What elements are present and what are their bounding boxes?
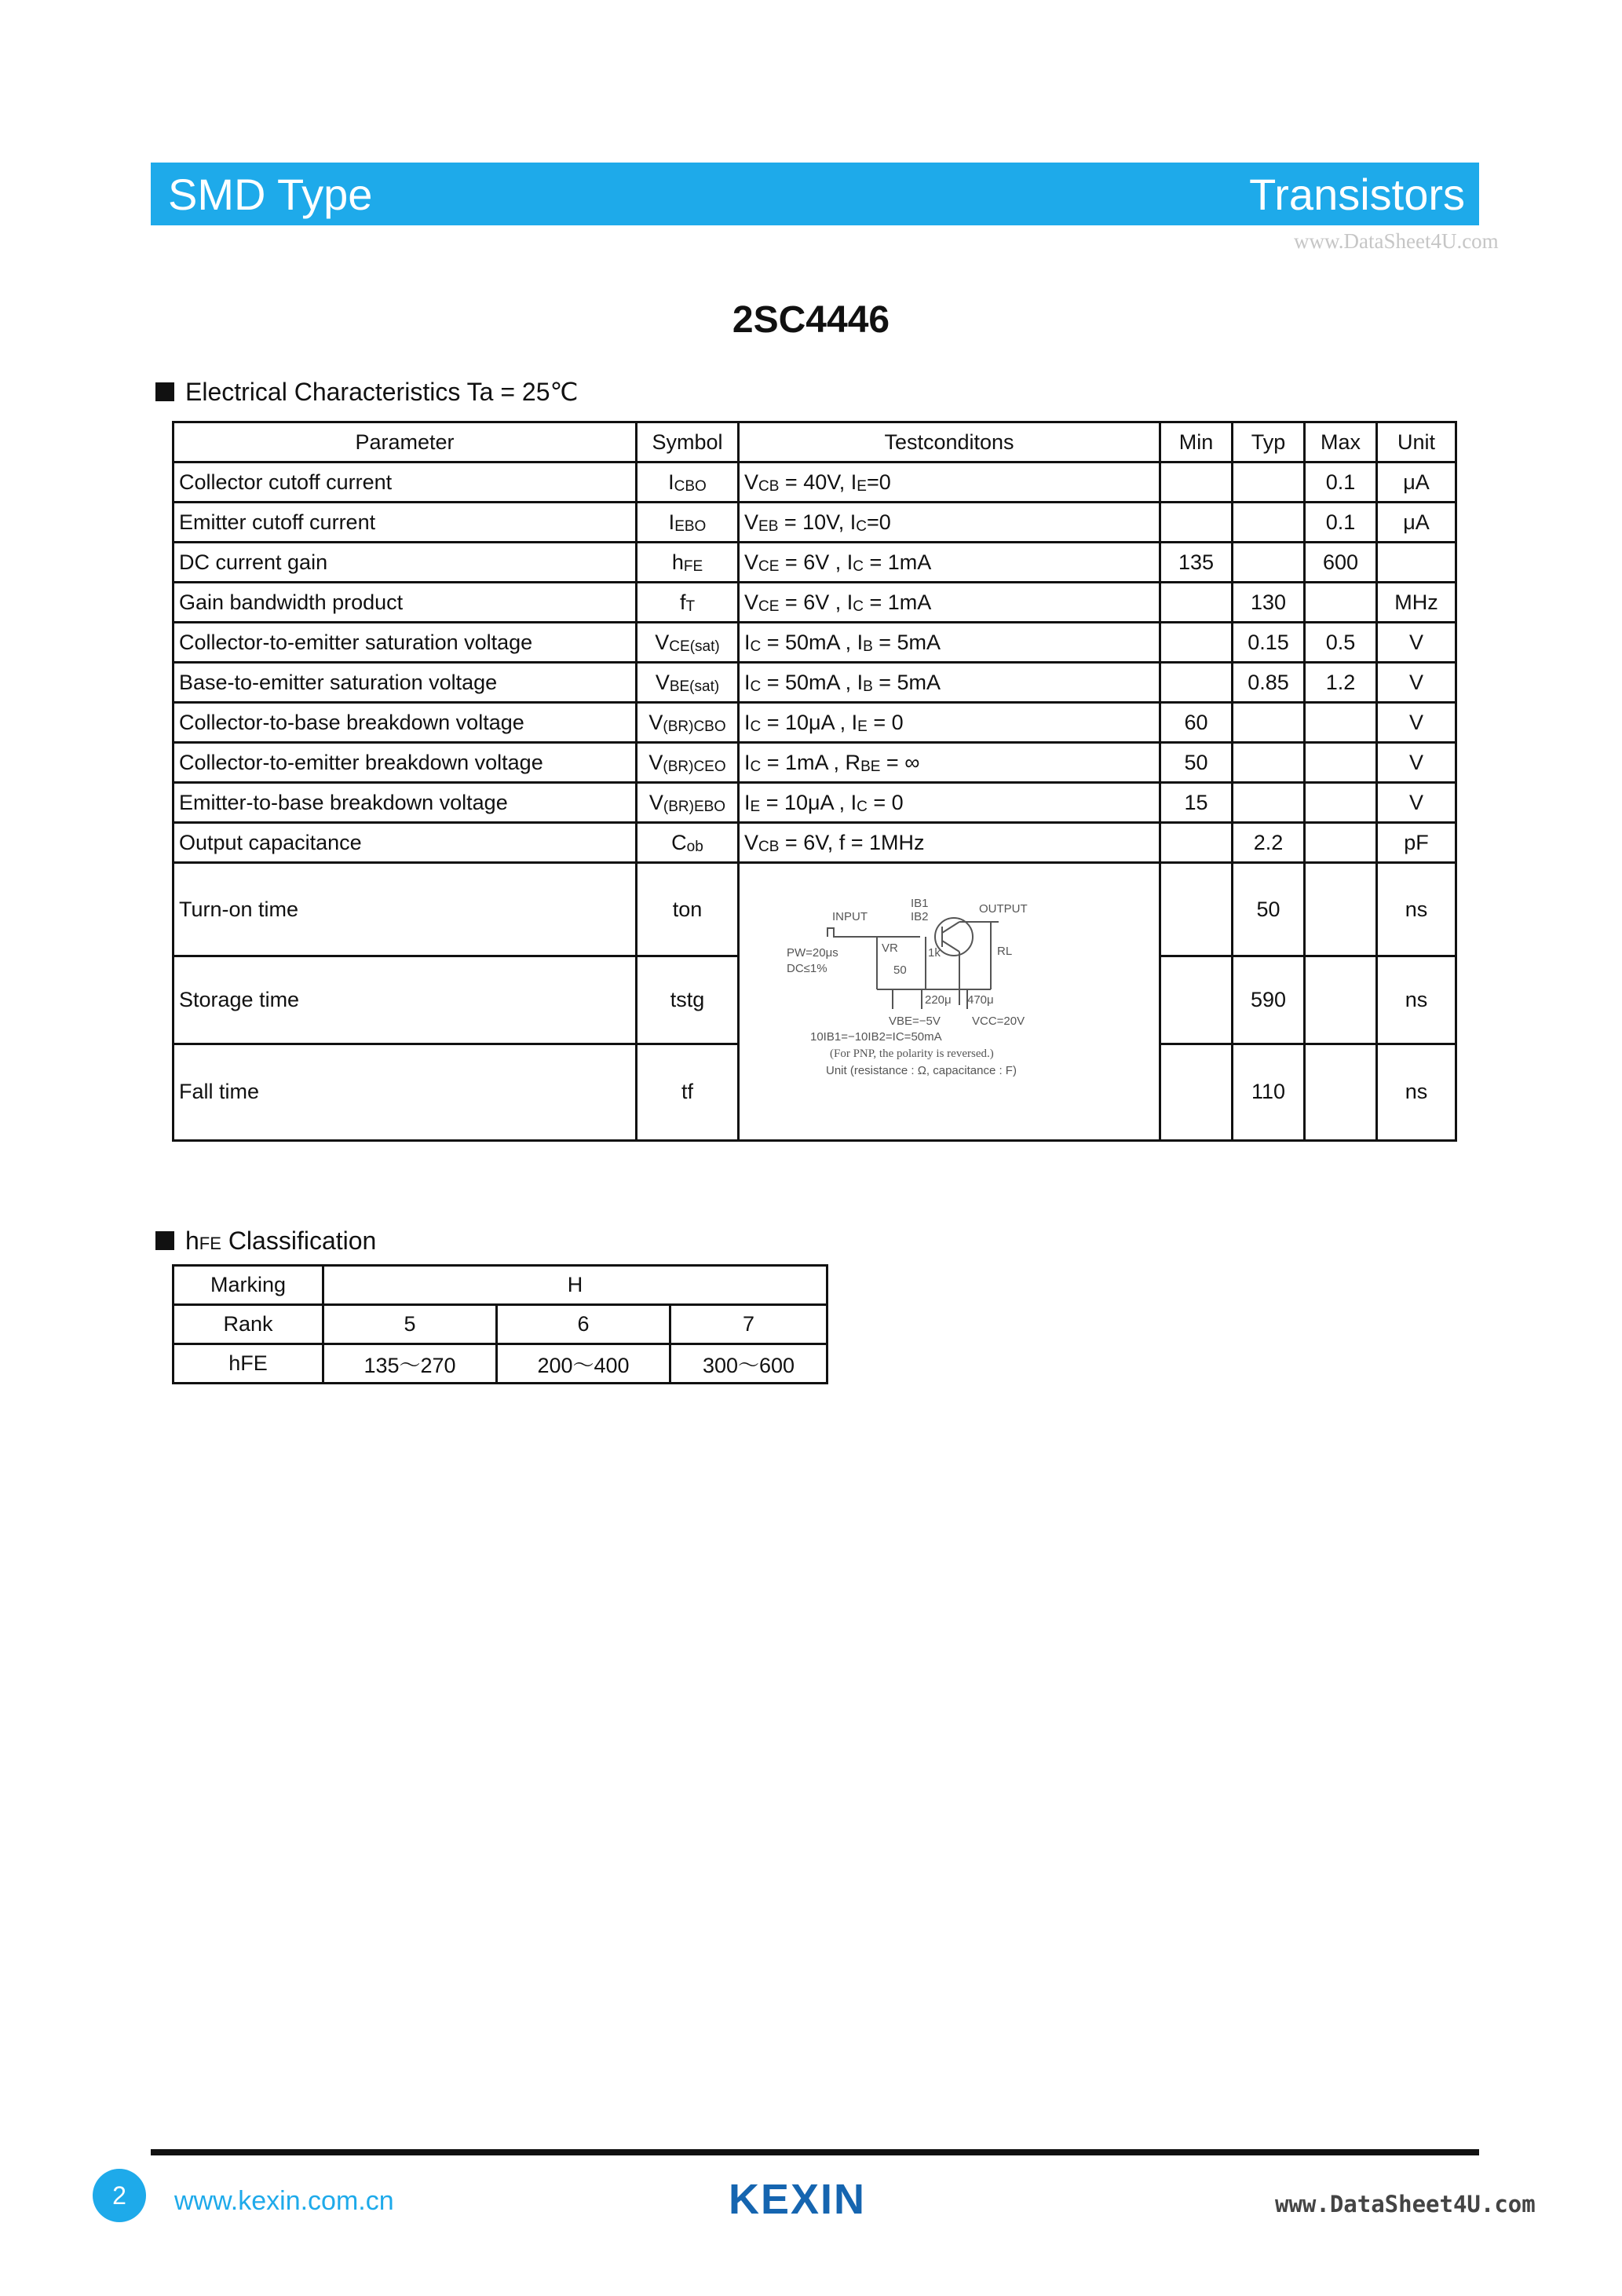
table-row	[174, 462, 1456, 503]
header-watermark: www.DataSheet4U.com	[1294, 229, 1499, 253]
test-condition-cell: VCB = 40V, IE=0	[739, 462, 1160, 503]
symbol-cell: V(BR)EBO	[637, 783, 739, 823]
test-condition-cell: VCE = 6V , IC = 1mA	[739, 583, 1160, 623]
hfe-range: 300〜600	[670, 1344, 827, 1384]
header-parameter: Parameter	[174, 422, 637, 462]
max-cell: 0.5	[1305, 623, 1377, 663]
param-cell: Emitter-to-base breakdown voltage	[174, 783, 637, 823]
circuit-rl-label: RL	[997, 945, 1013, 958]
typ-cell: 2.2	[1233, 823, 1305, 863]
circuit-output-label: OUTPUT	[979, 902, 1028, 916]
header-typ: Typ	[1233, 422, 1305, 462]
typ-cell: 130	[1233, 583, 1305, 623]
test-condition-cell: VEB = 10V, IC=0	[739, 503, 1160, 543]
min-cell	[1160, 503, 1233, 543]
max-cell	[1305, 743, 1377, 783]
param-cell: Collector cutoff current	[174, 462, 637, 503]
bullet-square-icon	[155, 1231, 174, 1250]
min-cell	[1160, 462, 1233, 503]
min-cell	[1160, 583, 1233, 623]
header-symbol: Symbol	[637, 422, 739, 462]
symbol-cell: hFE	[637, 543, 739, 583]
table-row	[174, 503, 1456, 543]
switching-test-circuit	[739, 863, 1160, 1141]
switch-unit: ns	[1377, 956, 1456, 1044]
switch-unit: ns	[1377, 863, 1456, 956]
bullet-square-icon	[155, 382, 174, 401]
circuit-c470-label: 470μ	[967, 993, 994, 1007]
pulse-symbol	[827, 928, 840, 937]
electrical-characteristics-table	[172, 421, 1457, 1142]
switch-param: Fall time	[174, 1044, 637, 1140]
table-row	[174, 623, 1456, 663]
symbol-cell: V(BR)CBO	[637, 703, 739, 743]
symbol-cell: VBE(sat)	[637, 663, 739, 703]
switching-circuit-diagram	[740, 864, 1160, 1139]
min-cell	[1160, 623, 1233, 663]
switch-min	[1160, 863, 1233, 956]
switch-unit: ns	[1377, 1044, 1456, 1140]
hfe-section-heading: hFE Classification	[155, 1227, 376, 1256]
hfe-range: 200〜400	[497, 1344, 670, 1384]
page-title: 2SC4446	[732, 299, 890, 341]
table-row	[174, 783, 1456, 823]
max-cell	[1305, 583, 1377, 623]
unit-cell: μA	[1377, 503, 1456, 543]
circuit-vr-label: VR	[882, 941, 898, 955]
test-condition-cell: VCB = 6V, f = 1MHz	[739, 823, 1160, 863]
circuit-input-label: INPUT	[832, 910, 868, 923]
circuit-ib1-label: IB1	[911, 897, 929, 910]
min-cell: 135	[1160, 543, 1233, 583]
param-cell: Output capacitance	[174, 823, 637, 863]
test-condition-cell: IC = 50mA , IB = 5mA	[739, 623, 1160, 663]
table-row	[174, 543, 1456, 583]
marking-label: Marking	[174, 1266, 323, 1305]
max-cell	[1305, 783, 1377, 823]
typ-cell: 0.15	[1233, 623, 1305, 663]
header-right-title: Transistors	[1249, 170, 1465, 219]
test-condition-cell: IC = 10μA , IE = 0	[739, 703, 1160, 743]
unit-cell: V	[1377, 783, 1456, 823]
header-max: Max	[1305, 422, 1377, 462]
kexin-logo	[729, 2177, 909, 2218]
table-header-row	[174, 422, 1456, 462]
min-cell	[1160, 663, 1233, 703]
circuit-units-label: Unit (resistance : Ω, capacitance : F)	[826, 1064, 1017, 1077]
header-min: Min	[1160, 422, 1233, 462]
typ-cell	[1233, 703, 1305, 743]
test-condition-cell: IE = 10μA , IC = 0	[739, 783, 1160, 823]
unit-cell: V	[1377, 623, 1456, 663]
switch-max	[1305, 863, 1377, 956]
symbol-cell: VCE(sat)	[637, 623, 739, 663]
switch-param: Turn-on time	[174, 863, 637, 956]
max-cell	[1305, 823, 1377, 863]
max-cell	[1305, 703, 1377, 743]
unit-cell	[1377, 543, 1456, 583]
circuit-vbe-label: VBE=−5V	[889, 1015, 941, 1028]
rank-value: 5	[323, 1305, 497, 1344]
circuit-dc-label: DC≤1%	[787, 962, 827, 975]
symbol-cell: Cob	[637, 823, 739, 863]
symbol-cell: ICBO	[637, 462, 739, 503]
switch-symbol: ton	[637, 863, 739, 956]
circuit-vcc-label: VCC=20V	[972, 1015, 1025, 1028]
symbol-cell: fT	[637, 583, 739, 623]
switch-symbol: tf	[637, 1044, 739, 1140]
param-cell: Base-to-emitter saturation voltage	[174, 663, 637, 703]
electrical-section-heading: Electrical Characteristics Ta = 25℃	[155, 377, 578, 407]
switch-min	[1160, 956, 1233, 1044]
max-cell: 0.1	[1305, 503, 1377, 543]
param-cell: Collector-to-base breakdown voltage	[174, 703, 637, 743]
footer-site-link[interactable]: www.kexin.com.cn	[174, 2186, 394, 2216]
max-cell: 0.1	[1305, 462, 1377, 503]
table-row	[174, 663, 1456, 703]
param-cell: Collector-to-emitter saturation voltage	[174, 623, 637, 663]
switch-param: Storage time	[174, 956, 637, 1044]
table-row	[174, 863, 1456, 956]
switch-min	[1160, 1044, 1233, 1140]
typ-cell	[1233, 543, 1305, 583]
unit-cell: μA	[1377, 462, 1456, 503]
typ-cell	[1233, 462, 1305, 503]
header-left-title: SMD Type	[168, 170, 373, 219]
table-row	[174, 1344, 827, 1384]
circuit-pw-label: PW=20μs	[787, 946, 838, 960]
switch-symbol: tstg	[637, 956, 739, 1044]
symbol-cell: IEBO	[637, 503, 739, 543]
unit-cell: pF	[1377, 823, 1456, 863]
test-condition-cell: VCE = 6V , IC = 1mA	[739, 543, 1160, 583]
param-cell: Collector-to-emitter breakdown voltage	[174, 743, 637, 783]
hfe-classification-table	[172, 1264, 828, 1384]
max-cell: 600	[1305, 543, 1377, 583]
table-row	[174, 703, 1456, 743]
typ-cell	[1233, 503, 1305, 543]
min-cell: 60	[1160, 703, 1233, 743]
footer-watermark: www.DataSheet4U.com	[1275, 2191, 1536, 2217]
typ-cell	[1233, 743, 1305, 783]
header-unit: Unit	[1377, 422, 1456, 462]
max-cell: 1.2	[1305, 663, 1377, 703]
table-row	[174, 1266, 827, 1305]
test-condition-cell: IC = 50mA , IB = 5mA	[739, 663, 1160, 703]
unit-cell: MHz	[1377, 583, 1456, 623]
circuit-r50-label: 50	[893, 963, 907, 977]
transistor-symbol	[935, 918, 973, 956]
unit-cell: V	[1377, 743, 1456, 783]
header-test-conditions: Testconditons	[739, 422, 1160, 462]
param-cell: Gain bandwidth product	[174, 583, 637, 623]
switch-typ: 590	[1233, 956, 1305, 1044]
hfe-label: hFE	[174, 1344, 323, 1384]
circuit-ib2-label: IB2	[911, 910, 929, 923]
table-row	[174, 743, 1456, 783]
symbol-cell: V(BR)CEO	[637, 743, 739, 783]
unit-cell: V	[1377, 703, 1456, 743]
footer-rule	[151, 2149, 1479, 2155]
marking-value: H	[323, 1266, 827, 1305]
circuit-r1k-label: 1k	[928, 946, 941, 960]
switch-max	[1305, 1044, 1377, 1140]
switch-max	[1305, 956, 1377, 1044]
typ-cell: 0.85	[1233, 663, 1305, 703]
rank-value: 6	[497, 1305, 670, 1344]
test-condition-cell: IC = 1mA , RBE = ∞	[739, 743, 1160, 783]
switch-typ: 50	[1233, 863, 1305, 956]
typ-cell	[1233, 783, 1305, 823]
circuit-c220-label: 220μ	[925, 993, 952, 1007]
table-row	[174, 583, 1456, 623]
page-number: 2	[93, 2169, 146, 2222]
rank-value: 7	[670, 1305, 827, 1344]
circuit-note-label: (For PNP, the polarity is reversed.)	[830, 1047, 994, 1060]
param-cell: DC current gain	[174, 543, 637, 583]
rank-label: Rank	[174, 1305, 323, 1344]
min-cell	[1160, 823, 1233, 863]
header-banner	[151, 163, 1479, 225]
svg-text:KEXIN: KEXIN	[729, 2177, 867, 2218]
circuit-condition-label: 10IB1=−10IB2=IC=50mA	[810, 1030, 942, 1044]
table-row	[174, 1305, 827, 1344]
table-row	[174, 823, 1456, 863]
param-cell: Emitter cutoff current	[174, 503, 637, 543]
min-cell: 50	[1160, 743, 1233, 783]
hfe-range: 135〜270	[323, 1344, 497, 1384]
switch-typ: 110	[1233, 1044, 1305, 1140]
min-cell: 15	[1160, 783, 1233, 823]
unit-cell: V	[1377, 663, 1456, 703]
